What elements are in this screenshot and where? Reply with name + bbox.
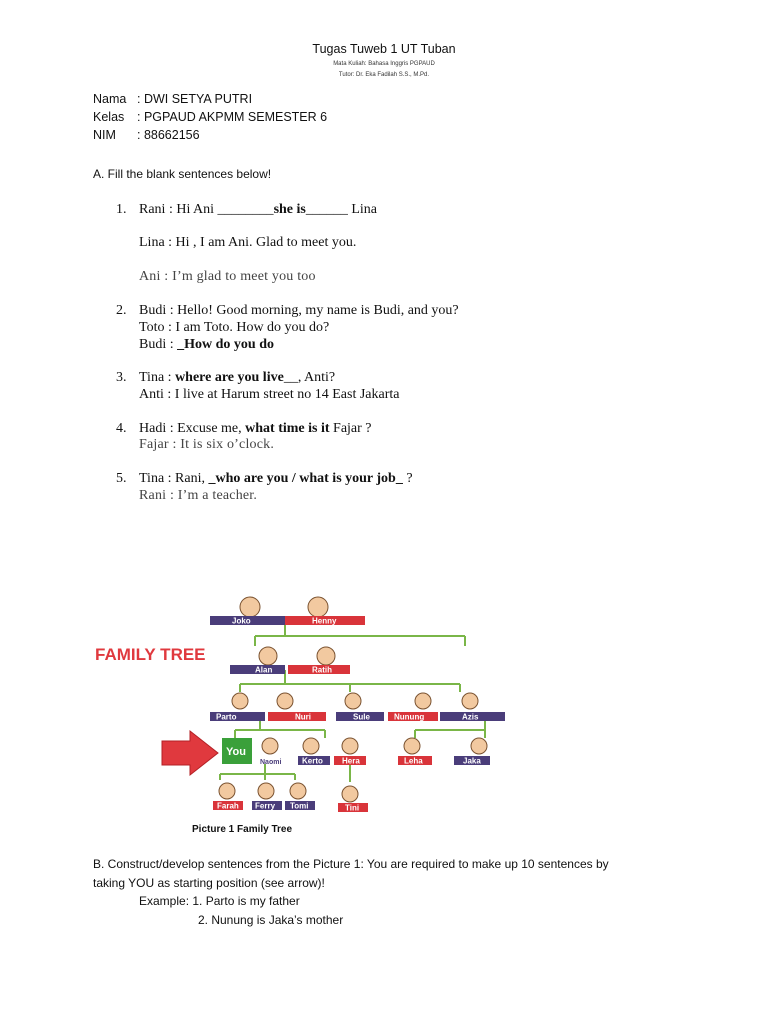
name-value: : DWI SETYA PUTRI [137,92,253,106]
dialogue-text: Tina : Rani, [139,471,209,486]
name-label-farah: Farah [217,801,239,811]
name-label-alan: Alan [255,665,273,675]
item-number: 1. [116,202,127,217]
nim-label: NIM [93,128,116,142]
item-number: 3. [116,370,127,385]
name-label-azis: Azis [462,712,479,722]
name-label-parto: Parto [216,712,237,722]
person-icons [219,597,487,802]
dialogue-line: Fajar : It is six o’clock. [139,437,275,452]
dialogue-line: Ani : I’m glad to meet you too [139,269,316,284]
name-label-nunung: Nunung [394,712,425,722]
dialogue-text: ______ Lina [305,202,378,217]
dialogue-text: Tina : [139,370,176,385]
dialogue-line: Toto : I am Toto. How do you do? [139,320,330,335]
arrow-icon [162,731,218,775]
answer-text: _who are you / what is your job_ [208,471,403,486]
dialogue-line: Budi : Hello! Good morning, my name is Budi, and you? [139,303,459,318]
dialogue-text: Rani : Hi Ani ________ [139,202,274,217]
dialogue-text: ? [402,471,413,486]
section-b-heading-cont: taking YOU as starting position (see arrow)! [93,876,325,890]
item-number: 5. [116,471,127,486]
name-label-tomi: Tomi [290,801,309,811]
dialogue-text: Hadi : Excuse me, [139,421,246,436]
name-label-hera: Hera [342,756,360,766]
name-label-joko: Joko [232,616,251,626]
family-tree-figure [90,588,510,818]
dialogue-line [139,337,274,353]
dialogue-line [139,421,372,437]
name-label-tini: Tini [345,803,360,813]
dialogue-line: Anti : I live at Harum street no 14 East Jakarta [139,387,400,402]
name-label-sule: Sule [353,712,370,722]
dialogue-line [139,202,377,218]
dialogue-text: Budi : [139,337,178,352]
example-line: 2. Nunung is Jaka’s mother [198,913,344,927]
name-label-ferry: Ferry [255,801,276,811]
dialogue-line [139,370,335,386]
answer-text: _How do you do [177,337,274,352]
document-title: Tugas Tuweb 1 UT Tuban [312,42,456,56]
dialogue-text: __, Anti? [283,370,336,385]
class-label: Kelas [93,110,125,124]
course-line: Mata Kuliah: Bahasa Inggris PGPAUD [333,61,435,67]
dialogue-text: Fajar ? [329,421,372,436]
name-label-you: You [226,746,246,758]
class-value: : PGPAUD AKPMM SEMESTER 6 [137,110,328,124]
name-label-naomi: Naomi [260,759,282,766]
name-label-ratih: Ratih [312,665,332,675]
name-label-kerto: Kerto [302,756,323,766]
item-number: 4. [116,421,127,436]
dialogue-line [139,471,413,487]
name-label-nuri: Nuri [295,712,311,722]
example-line: Example: 1. Parto is my father [139,894,300,908]
name-label: Nama [93,92,127,106]
nim-value: : 88662156 [137,128,200,142]
section-b-heading: B. Construct/develop sentences from the Picture 1: You are required to make up 10 sentences by [93,857,609,871]
dialogue-line: Rani : I’m a teacher. [139,488,258,503]
family-tree-title: FAMILY TREE [95,645,206,664]
name-label-leha: Leha [404,756,423,766]
item-number: 2. [116,303,127,318]
answer-text: where are you live [175,370,284,385]
section-a-heading: A. Fill the blank sentences below! [93,167,272,181]
figure-caption: Picture 1 Family Tree [192,824,293,835]
dialogue-line: Lina : Hi , I am Ani. Glad to meet you. [139,235,357,250]
name-label-henny: Henny [312,616,337,626]
family-tree-image [90,588,510,818]
name-label-jaka: Jaka [463,756,481,766]
answer-text: she is [273,202,306,217]
tutor-line: Tutor: Dr. Eka Fadilah S.S., M.Pd. [338,72,430,78]
answer-text: what time is it [245,421,330,436]
